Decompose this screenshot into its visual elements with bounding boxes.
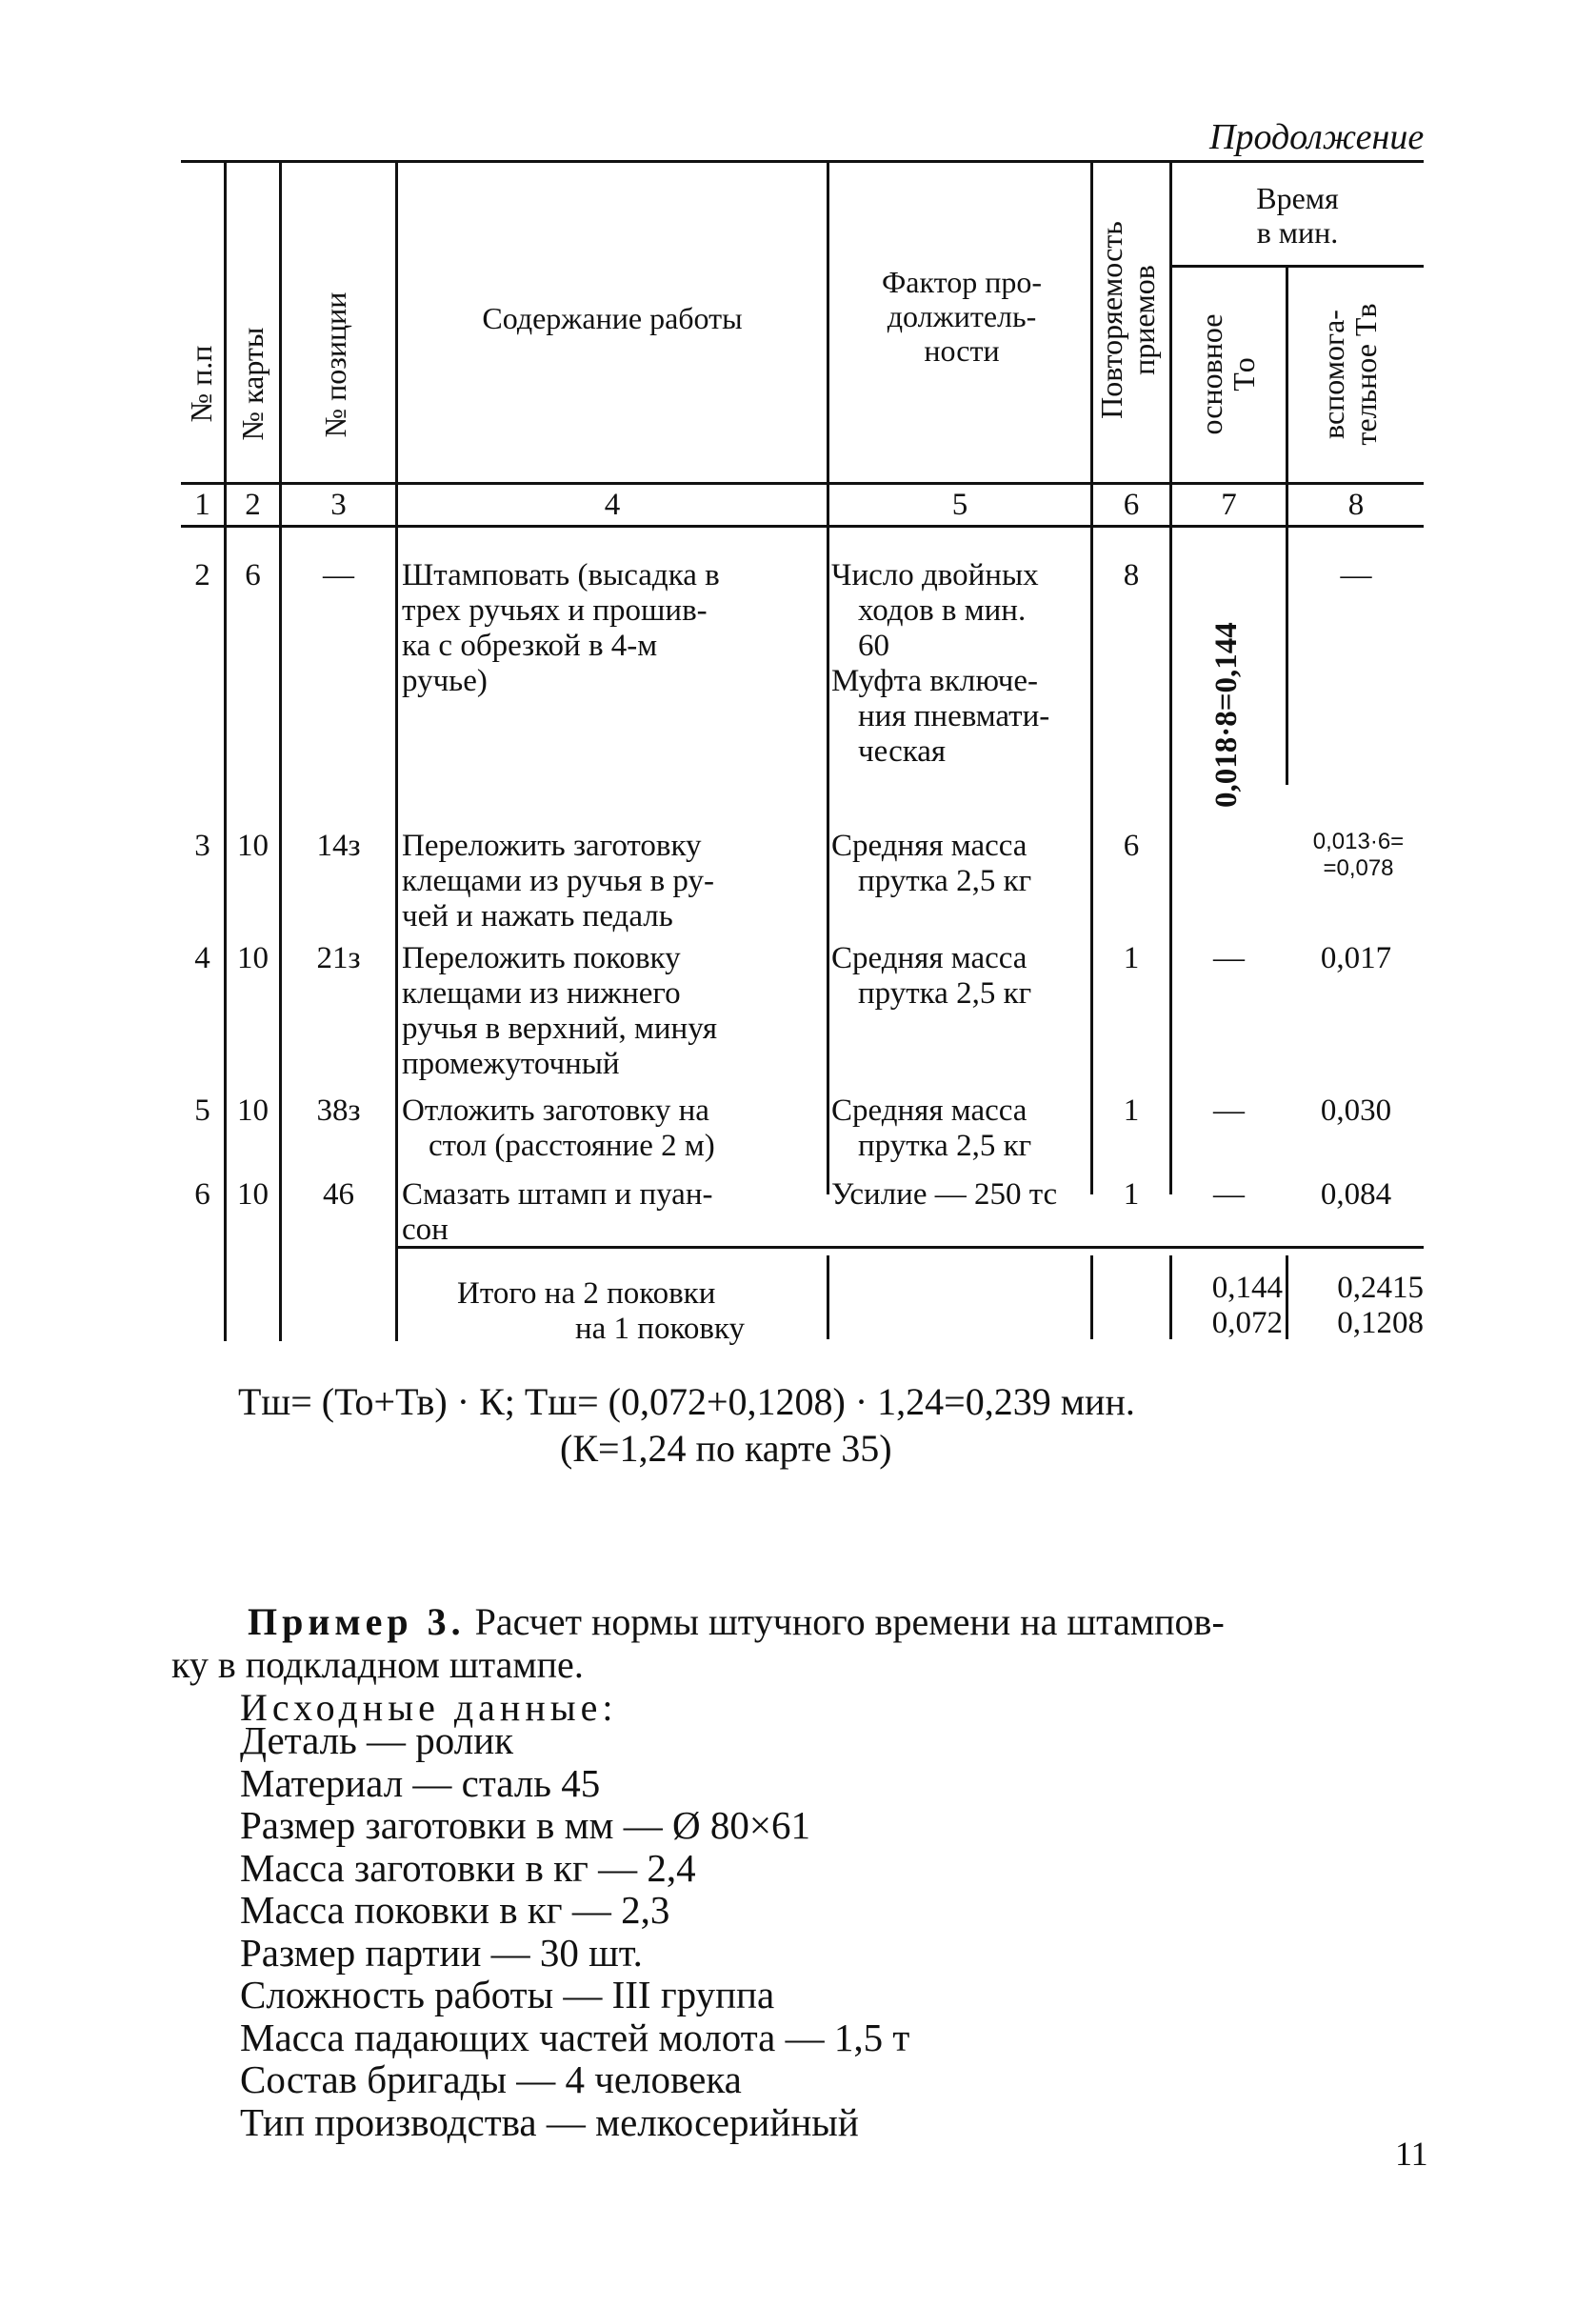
header-repeat: Повторяемость приемов bbox=[1094, 221, 1161, 419]
source-data-label: Исходные данные: bbox=[240, 1686, 618, 1729]
table-row-card: 10 bbox=[237, 1177, 269, 1212]
formula-line-1: Тш= (То+Тв) · К; Тш= (0,072+0,1208) · 1,24=0,239 мин. bbox=[238, 1380, 1135, 1423]
table-row-num: 5 bbox=[194, 1093, 210, 1128]
time-subheader-rule bbox=[1169, 265, 1424, 268]
table-row-factor: Число двойных ходов в мин. 60 Муфта включе- ния пневмати- ческая bbox=[831, 558, 1050, 769]
header-main-time: основное Tо bbox=[1194, 313, 1261, 435]
table-row-aux: 0,013·6= =0,078 bbox=[1312, 829, 1405, 881]
table-row-aux: 0,017 bbox=[1320, 941, 1392, 975]
table-row-card: 10 bbox=[237, 829, 269, 863]
table-row-num: 4 bbox=[194, 941, 210, 975]
header-position: № позиции bbox=[318, 291, 352, 438]
table-row-repeat: 1 bbox=[1123, 1177, 1140, 1212]
list-item: Деталь — ролик bbox=[240, 1718, 514, 1762]
col-number: 4 bbox=[604, 488, 621, 522]
table-row-num: 6 bbox=[194, 1177, 210, 1212]
header-time: Время в мин. bbox=[1256, 181, 1339, 250]
norm-table bbox=[181, 160, 1424, 1346]
table-row-content: Смазать штамп и пуан- сон bbox=[402, 1177, 713, 1247]
table-row-content: Переложить заготовку клещами из ручья в ру- чей и нажать педаль bbox=[402, 829, 714, 933]
source-data-list bbox=[240, 1719, 909, 2143]
table-row-repeat: 8 bbox=[1123, 558, 1140, 592]
table-row-position: — bbox=[323, 558, 354, 592]
table-row-aux: 0,030 bbox=[1320, 1093, 1392, 1128]
table-row-factor: Средняя масса прутка 2,5 кг bbox=[831, 829, 1032, 898]
list-item: Тип производства — мелкосерийный bbox=[240, 2099, 859, 2144]
formula-line-2: (К=1,24 по карте 35) bbox=[560, 1427, 892, 1470]
table-top-rule bbox=[181, 160, 1424, 163]
table-row-card: 6 bbox=[245, 558, 261, 592]
header-aux-time: вспомога- тельное Tв bbox=[1316, 303, 1383, 446]
table-row-factor: Усилие — 250 тс bbox=[831, 1177, 1058, 1212]
table-row-num: 3 bbox=[194, 829, 210, 863]
continuation-label: Продолжение bbox=[1209, 117, 1425, 157]
table-row-main: — bbox=[1213, 941, 1245, 975]
table-row-position: 38з bbox=[316, 1093, 361, 1128]
totals-label: Итого на 2 поковки на 1 поковку bbox=[457, 1276, 745, 1346]
list-item: Размер партии — 30 шт. bbox=[240, 1930, 643, 1975]
table-row-num: 2 bbox=[194, 558, 210, 592]
table-row-aux: 0,084 bbox=[1320, 1177, 1392, 1212]
col-number: 7 bbox=[1221, 488, 1237, 522]
table-row-aux: — bbox=[1340, 558, 1372, 592]
col-number-rule bbox=[181, 525, 1424, 528]
page-number: 11 bbox=[1395, 2135, 1428, 2173]
rotated-main-time: 0,018·8=0,144 bbox=[1209, 622, 1244, 808]
col-number: 1 bbox=[194, 488, 210, 522]
table-row-position: 21з bbox=[316, 941, 361, 975]
header-content: Содержание работы bbox=[482, 301, 743, 335]
col-number: 8 bbox=[1347, 488, 1365, 522]
list-item: Материал — сталь 45 bbox=[240, 1760, 601, 1805]
table-row-repeat: 6 bbox=[1123, 829, 1140, 863]
list-item: Размер заготовки в мм — Ø 80×61 bbox=[240, 1803, 810, 1847]
table-row-position: 14з bbox=[316, 829, 361, 863]
table-row-repeat: 1 bbox=[1123, 941, 1140, 975]
list-item: Масса падающих частей молота — 1,5 т bbox=[240, 2015, 910, 2059]
table-row-position: 46 bbox=[323, 1177, 354, 1212]
col-number: 3 bbox=[330, 488, 347, 522]
table-row-card: 10 bbox=[237, 1093, 269, 1128]
table-row-content: Штамповать (высадка в трех ручьях и прошив- ка с обрезкой в 4-м ручье) bbox=[402, 558, 720, 698]
table-row-repeat: 1 bbox=[1123, 1093, 1140, 1128]
list-item: Сложность работы — III группа bbox=[240, 1973, 775, 2016]
header-factor: Фактор про- должитель- ности bbox=[882, 265, 1042, 368]
list-item: Масса поковки в кг — 2,3 bbox=[240, 1888, 670, 1932]
list-item: Состав бригады — 4 человека bbox=[240, 2057, 742, 2101]
list-item: Масса заготовки в кг — 2,4 bbox=[240, 1845, 696, 1890]
table-row-main: — bbox=[1213, 1093, 1245, 1128]
totals-main: 0,144 0,072 bbox=[1211, 1271, 1283, 1340]
table-row-factor: Средняя масса прутка 2,5 кг bbox=[831, 941, 1032, 1011]
table-row-card: 10 bbox=[237, 941, 269, 975]
example-title: Пример 3. bbox=[248, 1600, 466, 1643]
table-row-content: Переложить поковку клещами из нижнего ручья в верхний, минуя промежуточный bbox=[402, 941, 718, 1081]
col-number: 2 bbox=[245, 488, 261, 522]
table-row-content: Отложить заготовку на стол (расстояние 2 м) bbox=[402, 1093, 715, 1163]
header-num: № п.п bbox=[184, 345, 218, 423]
header-bottom-rule bbox=[181, 482, 1424, 485]
table-row-main: — bbox=[1213, 1177, 1245, 1212]
table-row-factor: Средняя масса прутка 2,5 кг bbox=[831, 1093, 1032, 1163]
totals-aux: 0,2415 0,1208 bbox=[1337, 1271, 1424, 1340]
header-card: № карты bbox=[235, 327, 269, 441]
col-number: 5 bbox=[951, 488, 968, 522]
example-paragraph: Пример 3. Расчет нормы штучного времени на штампов- ку в подкладном штампе. Исходные данные: bbox=[171, 1600, 1419, 1729]
col-number: 6 bbox=[1123, 488, 1140, 522]
